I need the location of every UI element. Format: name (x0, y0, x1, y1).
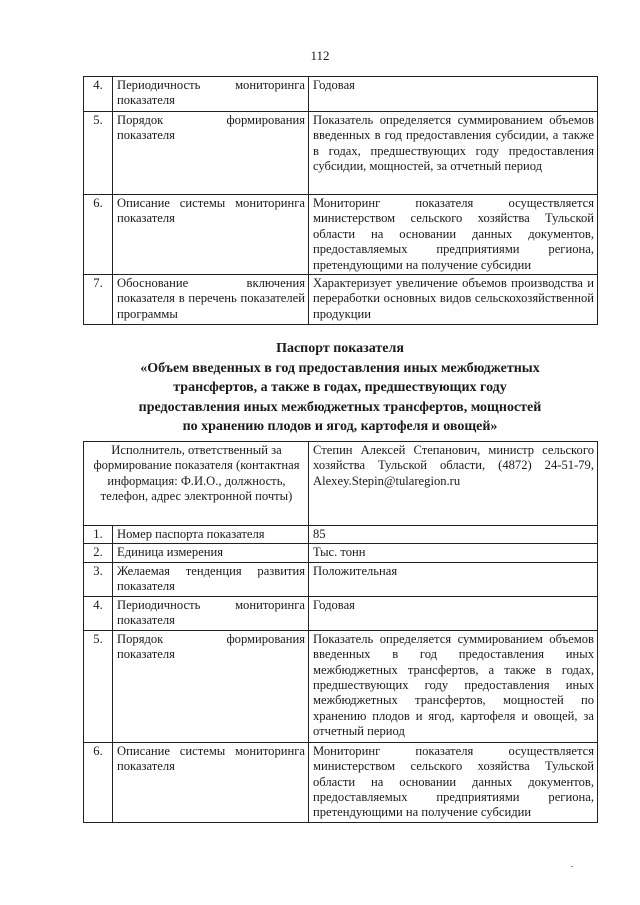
passport-title-line: Паспорт показателя (276, 341, 404, 356)
row-number: 7. (84, 275, 113, 325)
row-value: Показатель определяется суммированием объемов введенных в год предоставления субсидии, а также в годах, предшествующих году предоставления субсидии, мощностей, за отчетный период (309, 112, 598, 195)
table-row (84, 562, 598, 596)
row-label: Порядок формирования показателя (113, 630, 309, 742)
passport-title-line: по хранению плодов и ягод, картофеля и овощей» (182, 419, 498, 434)
row-label: Единица измерения (113, 544, 309, 562)
table-row (84, 630, 598, 742)
row-label: Номер паспорта показателя (113, 526, 309, 544)
responsible-value: Степин Алексей Степанович, министр сельского хозяйства Тульской области, (4872) 24-51-79, Alexey.Stepin@tularegion.ru (309, 442, 598, 526)
table-row (84, 596, 598, 630)
row-value: Годовая (309, 77, 598, 112)
row-number: 5. (84, 112, 113, 195)
table-row (84, 195, 598, 275)
row-number: 4. (84, 596, 113, 630)
row-label: Описание системы мониторинга показателя (113, 742, 309, 822)
row-label: Периодичность мониторинга показателя (113, 596, 309, 630)
row-label: Периодичность мониторинга показателя (113, 77, 309, 112)
row-value: Годовая (309, 596, 598, 630)
table-row (84, 742, 598, 822)
passport-title-line: «Объем введенных в год предоставления иных межбюджетных (140, 360, 540, 376)
table-row (84, 112, 598, 195)
scan-dot (571, 866, 573, 867)
row-number: 4. (84, 77, 113, 112)
table-row (84, 77, 598, 112)
passport-title-line: предоставления иных межбюджетных трансфертов, мощностей (138, 399, 542, 415)
row-value: Положительная (309, 562, 598, 596)
row-number: 6. (84, 742, 113, 822)
table-row (84, 275, 598, 325)
passport-title (83, 339, 597, 437)
row-value: Показатель определяется суммированием объемов введенных в год предоставления иных межбюджетных трансфертов, а также в годах, предшествующих году предоставления иных межбюджетных трансфертов, мощностей по хранению плодов и ягод, картофеля и овощей, за отчетный период (309, 630, 598, 742)
row-label: Порядок формирования показателя (113, 112, 309, 195)
row-label: Обоснование включения показателя в перечень показателей программы (113, 275, 309, 325)
table-row (84, 442, 598, 526)
row-number: 3. (84, 562, 113, 596)
row-value: Характеризует увеличение объемов производства и переработки основных видов сельскохозяйственной продукции (309, 275, 598, 325)
row-number: 2. (84, 544, 113, 562)
passport-title-line: трансфертов, а также в годах, предшествующих году (173, 380, 507, 395)
indicator-table-continued (83, 76, 598, 325)
page-number: 112 (310, 48, 330, 63)
row-number: 6. (84, 195, 113, 275)
table-row (84, 526, 598, 544)
row-number: 1. (84, 526, 113, 544)
row-value: Мониторинг показателя осуществляется министерством сельского хозяйства Тульской области на основании данных документов, предоставляемых предприятиями региона, претендующими на получение субсидии (309, 742, 598, 822)
row-label: Желаемая тенденция развития показателя (113, 562, 309, 596)
row-value: Тыс. тонн (309, 544, 598, 562)
passport-table (83, 441, 598, 823)
row-label: Описание системы мониторинга показателя (113, 195, 309, 275)
responsible-label: Исполнитель, ответственный за формирование показателя (контактная информация: Ф.И.О., должность, телефон, адрес электронной почты) (84, 442, 309, 526)
row-value: 85 (309, 526, 598, 544)
row-number: 5. (84, 630, 113, 742)
table-row (84, 544, 598, 562)
row-value: Мониторинг показателя осуществляется министерством сельского хозяйства Тульской области на основании данных документов, предоставляемых предприятиями региона, претендующими на получение субсидии (309, 195, 598, 275)
